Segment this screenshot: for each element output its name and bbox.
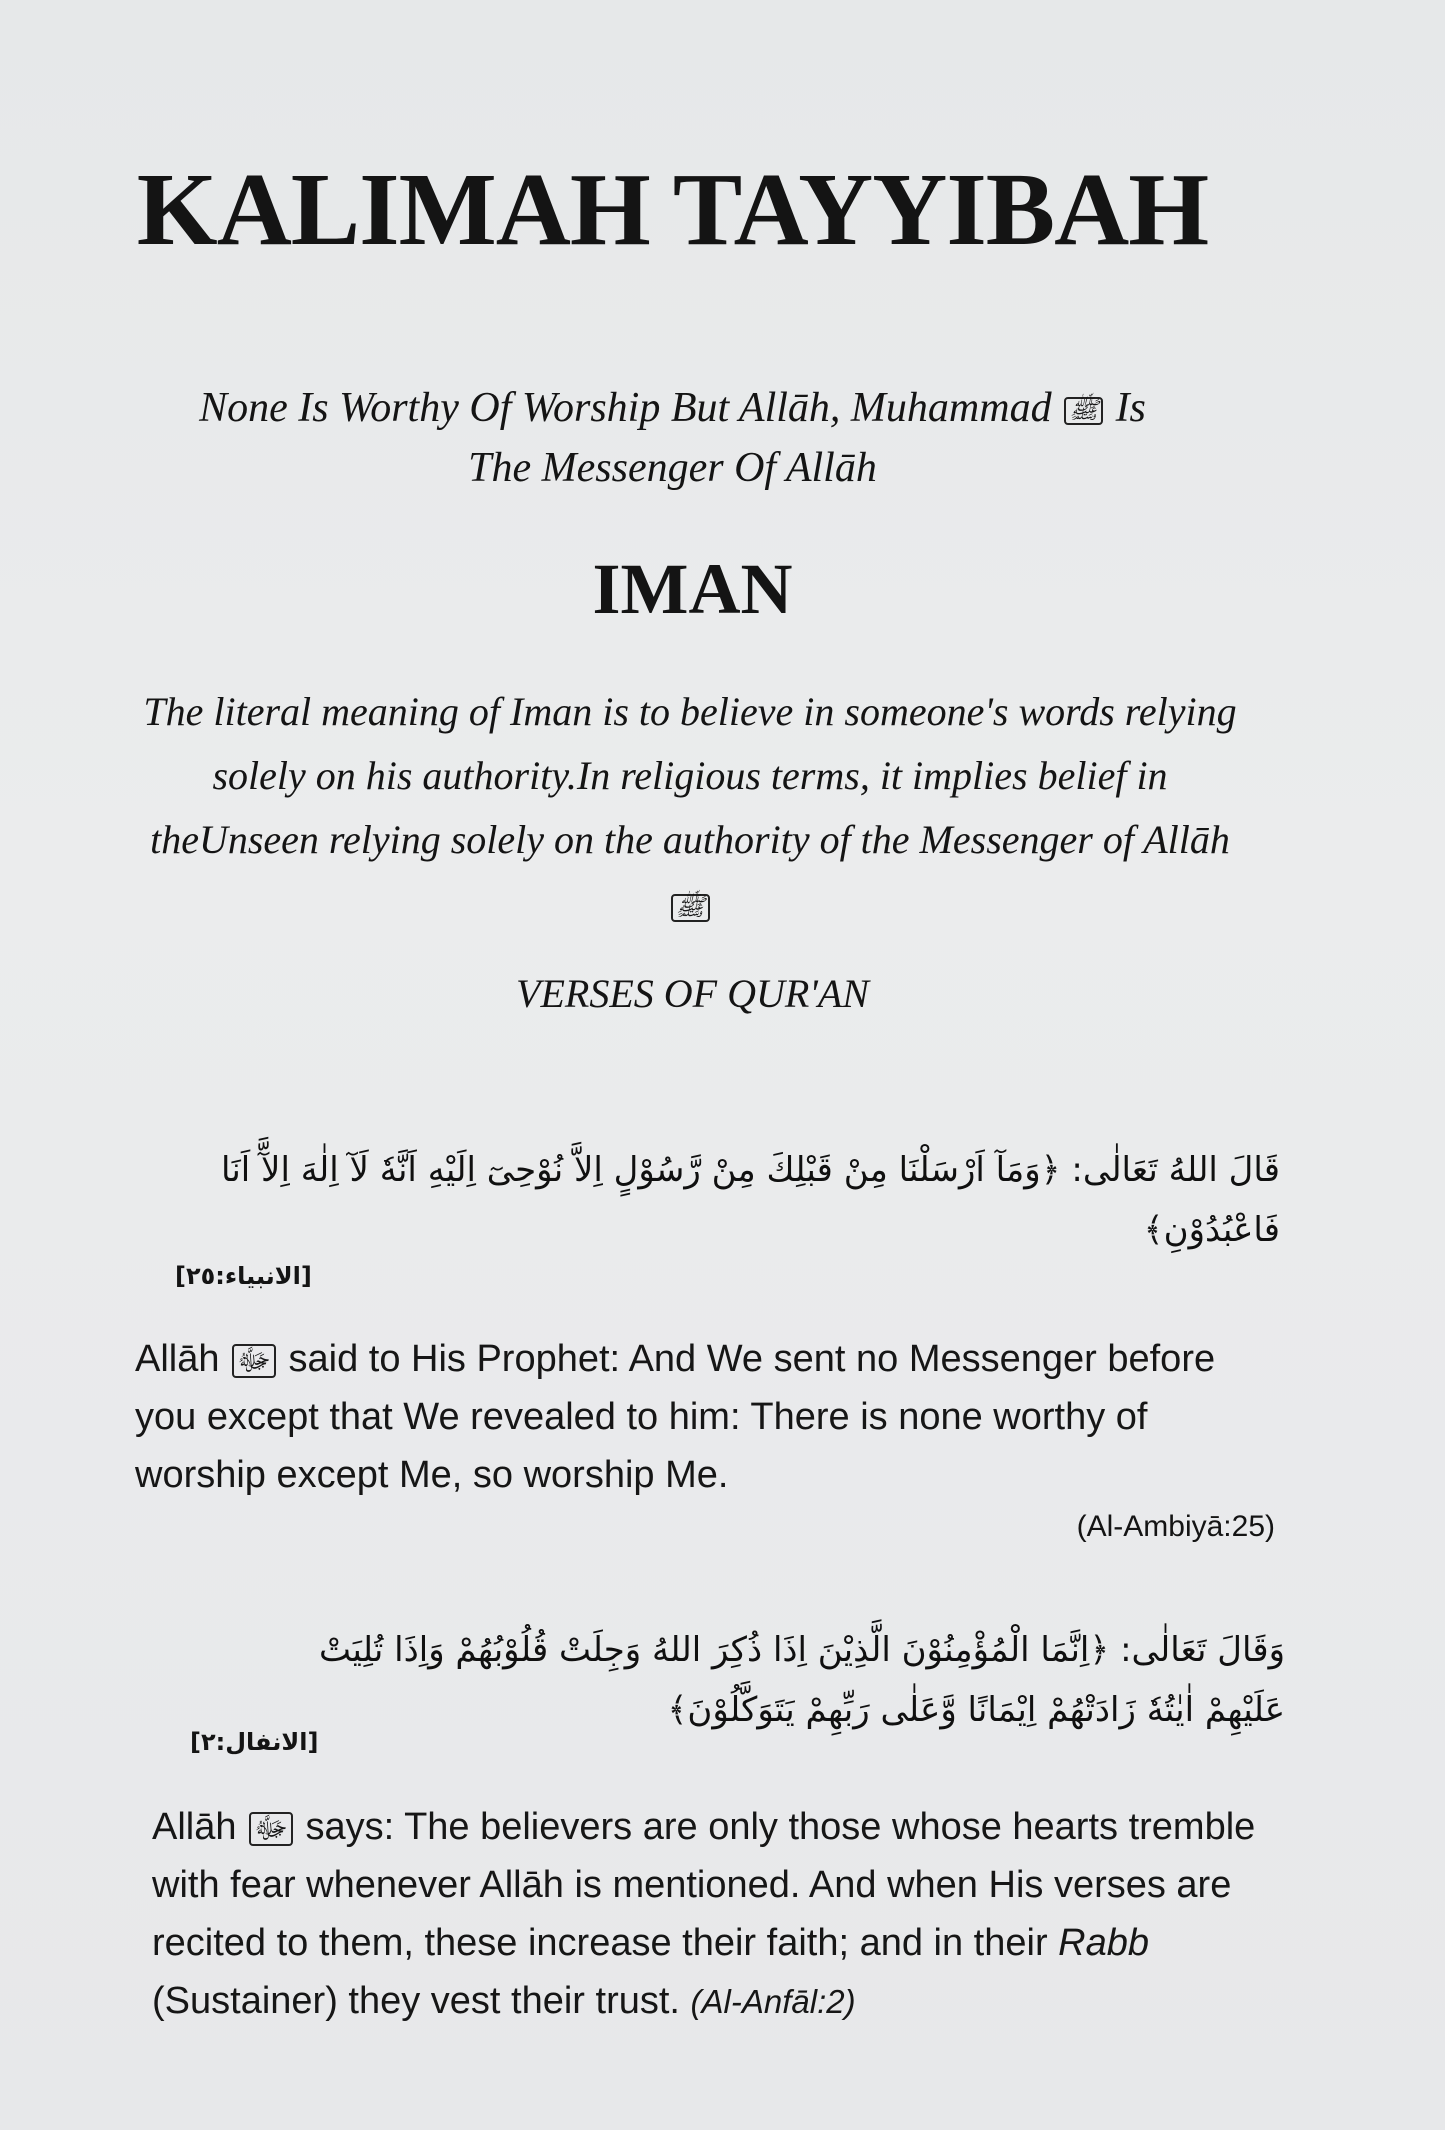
allah-glorification-icon: ﷻ bbox=[232, 1344, 276, 1378]
subtitle-line1-b: Is bbox=[1115, 385, 1146, 431]
verse2-arabic-reference: [الانفال:٢] bbox=[190, 1728, 319, 1756]
verse2-translation-end: (Sustainer) they vest their trust. bbox=[152, 1980, 680, 2022]
salutation-icon: ﷺ bbox=[1064, 397, 1103, 425]
verse1-translation-allah: Allāh bbox=[135, 1338, 220, 1380]
verse1-translation bbox=[135, 1330, 1285, 1504]
verse2-arabic-line1: وَقَالَ تَعَالٰى: ﴿اِنَّمَا الْمُؤْمِنُوْنَ الَّذِيْنَ اِذَا ذُكِرَ اللهُ وَجِلَتْ قُلُوْبُهُمْ وَاِذَا تُلِيَتْ bbox=[318, 1630, 1285, 1670]
verse1-translation-text: said to His Prophet: And We sent no Messenger before you except that We revealed to him: There is none worthy of worship except Me, so worship Me. bbox=[135, 1338, 1216, 1496]
allah-glorification-icon: ﷻ bbox=[249, 1812, 293, 1846]
verse2-arabic bbox=[150, 1620, 1285, 1740]
verse2-translation-text: says: The believers are only those whose hearts tremble with fear whenever Allāh is mentioned. And when His verses are recited to them, these increase their faith; and in their bbox=[152, 1806, 1256, 1964]
verse1-arabic bbox=[150, 1140, 1280, 1260]
verse2-arabic-line2: عَلَيْهِمْ اٰيٰتُهٗ زَادَتْهُمْ اِيْمَانًا وَّعَلٰى رَبِّهِمْ يَتَوَكَّلُوْنَ﴾ bbox=[667, 1690, 1285, 1730]
verse1-reference: (Al-Ambiyā:25) bbox=[1076, 1510, 1275, 1543]
verse1-arabic-line2: فَاعْبُدُوْنِ﴾ bbox=[1143, 1210, 1280, 1250]
verse2-translation-allah: Allāh bbox=[152, 1806, 237, 1848]
page-title: KALIMAH TAYYIBAH bbox=[136, 152, 1209, 267]
verse2-translation-rabb: Rabb bbox=[1058, 1922, 1150, 1964]
section-heading-iman: IMAN bbox=[592, 549, 793, 629]
page-subtitle bbox=[100, 378, 1245, 498]
iman-definition bbox=[125, 680, 1255, 936]
salutation-icon: ﷺ bbox=[671, 894, 710, 922]
verse2-reference: (Al-Anfāl:2) bbox=[690, 1983, 856, 2020]
subtitle-line1-a: None Is Worthy Of Worship But Allāh, Muhammad bbox=[199, 385, 1052, 431]
subtitle-line2: The Messenger Of Allāh bbox=[468, 445, 877, 491]
iman-definition-text: The literal meaning of Iman is to believe in someone's words relying solely on his authority.In religious terms, it implies belief in theUnseen relying solely on the authority of the Messenger of Allāh bbox=[143, 689, 1237, 862]
verse2-translation bbox=[152, 1798, 1300, 2031]
verse1-arabic-line1: قَالَ اللهُ تَعَالٰى: ﴿وَمَآ اَرْسَلْنَا مِنْ قَبْلِكَ مِنْ رَّسُوْلٍ اِلاَّ نُوْحِىٓ اِلَيْهِ اَنَّهٗ لَآ اِلٰهَ اِلآَّ اَنَا bbox=[220, 1150, 1280, 1190]
section-heading-verses: VERSES OF QUR'AN bbox=[516, 971, 869, 1016]
verse1-arabic-reference: [الانبياء:٢٥] bbox=[175, 1262, 312, 1290]
